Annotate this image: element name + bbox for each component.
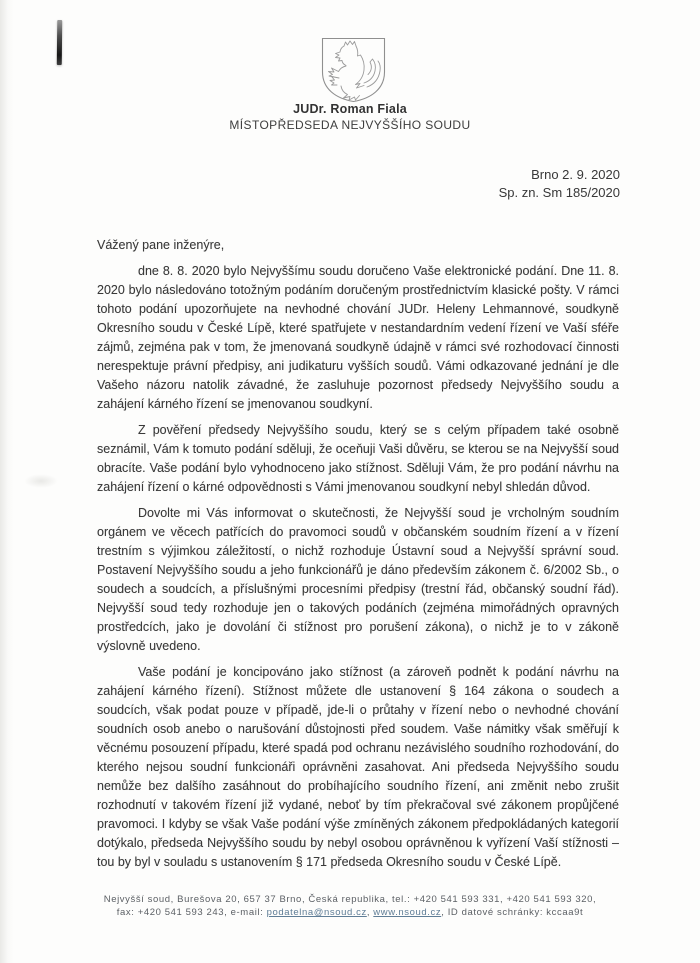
scan-edge-shadow — [0, 0, 14, 963]
czech-coat-of-arms-icon — [317, 36, 390, 104]
footer-contact-line — [0, 906, 700, 919]
date-reference-block — [499, 166, 620, 202]
footer-databox-label: , ID datové schránky: kccaa9t — [441, 907, 584, 918]
scan-artifact-mark — [57, 20, 62, 65]
website-link[interactable]: www.nsoud.cz — [373, 907, 442, 918]
reference-number: Sp. zn. Sm 185/2020 — [498, 185, 620, 200]
letter-body — [97, 236, 619, 879]
footer-fax-email-label: fax: +420 541 593 243, e-mail: — [116, 907, 267, 918]
scan-smudge-artifact — [24, 474, 58, 488]
footer-separator: , — [366, 907, 374, 918]
footer-address-line: Nejvyšší soud, Burešova 20, 657 37 Brno, Česká republika, tel.: +420 541 593 331, +420 541 593 320, — [103, 894, 597, 905]
footer — [0, 893, 700, 919]
letter-paragraph-1: dne 8. 8. 2020 bylo Nejvyššímu soudu doručeno Vaše elektronické podání. Dne 11. 8. 2020 bylo následováno totožným podáním doručeným prostřednictvím klasické pošty. V rámci tohoto podání upozorňujete na nevhodné chování JUDr. Heleny Lehmannové, soudkyně Okresního soudu v České Lípě, které spatřujete v nestandardním vedení řízení ve Vaší sféře zájmů, zejména pak v tom, že jmenovaná soudkyně údajně v rámci své rozhodovací činnosti nerespektuje právní předpisy, ani judikaturu vyšších soudů. Vámi odkazované jednání je dle Vašeho názoru natolik závadné, že zasluhuje pozornost předsedy Nejvyššího soudu a zahájení kárného řízení se jmenovanou soudkyní. — [97, 264, 619, 411]
letter-paragraph-3: Dovolte mi Vás informovat o skutečnosti, že Nejvyšší soud je vrcholným soudním orgánem ve věcech patřících do pravomoci soudů v občanském soudním řízení a v řízení trestním s výjimkou záležitostí, o nichž rozhoduje Ústavní soud a Nejvyšší správní soud. Postavení Nejvyššího soudu a jeho funkcionářů je dáno především zákonem č. 6/2002 Sb., o soudech a soudcích, a příslušnými procesními předpisy (trestní řád, občanský soudní řád). Nejvyšší soud tedy rozhoduje jen o takových podáních (zejména mimořádných opravných prostředcích, jako je dovolání či stížnost pro porušení zákona), o nichž je to v zákoně výslovně uvedeno. — [97, 506, 619, 653]
letter-paragraph-4: Vaše podání je koncipováno jako stížnost (a zároveň podnět k podání návrhu na zahájení kárného řízení). Stížnost můžete dle ustanovení § 164 zákona o soudech a soudcích, však podat pouze v případě, jde-li o průtahy v řízení nebo o nevhodné chování soudních osob anebo o narušování důstojnosti před soudem. Vaše námitky však směřují k věcnému posouzení případu, které spadá pod ochranu nezávislého soudního rozhodování, do kterého nejsou soudní funkcionáři oprávněni zasahovat. Ani předseda Nejvyššího soudu nemůže bez dalšího zasáhnout do probíhajícího soudního řízení, ani změnit nebo zrušit rozhodnutí v takovém řízení již vydané, neboť by tím překračoval své zákonem propůjčené pravomoci. I kdyby se však Vaše podání výše zmíněných zákonem předpokládaných kategorií dotýkalo, předseda Nejvyššího soudu by nebyl osobou oprávněnou k vyřízení Vaší stížnosti – tou by byl v souladu s ustanovením § 171 předseda Okresního soudu v České Lípě. — [97, 665, 619, 869]
sender-name: JUDr. Roman Fiala — [293, 102, 407, 116]
salutation: Vážený pane inženýre, — [97, 238, 225, 252]
email-link[interactable]: podatelna@nsoud.cz — [266, 907, 367, 918]
sender-title: MÍSTOPŘEDSEDA NEJVYŠŠÍHO SOUDU — [229, 118, 471, 132]
place-date: Brno 2. 9. 2020 — [531, 167, 620, 182]
letter-paragraph-2: Z pověření předsedy Nejvyššího soudu, který se s celým případem také osobně seznámil, Vám k tomuto podání sděluji, že oceňuji Vaši důvěru, se kterou se na Nejvyšší soud obracíte. Vaše podání bylo vyhodnoceno jako stížnost. Sděluji Vám, že pro podání návrhu na zahájení řízení o kárné odpovědnosti s Vámi jmenovanou soudkyní nebyl shledán důvod. — [97, 423, 619, 494]
